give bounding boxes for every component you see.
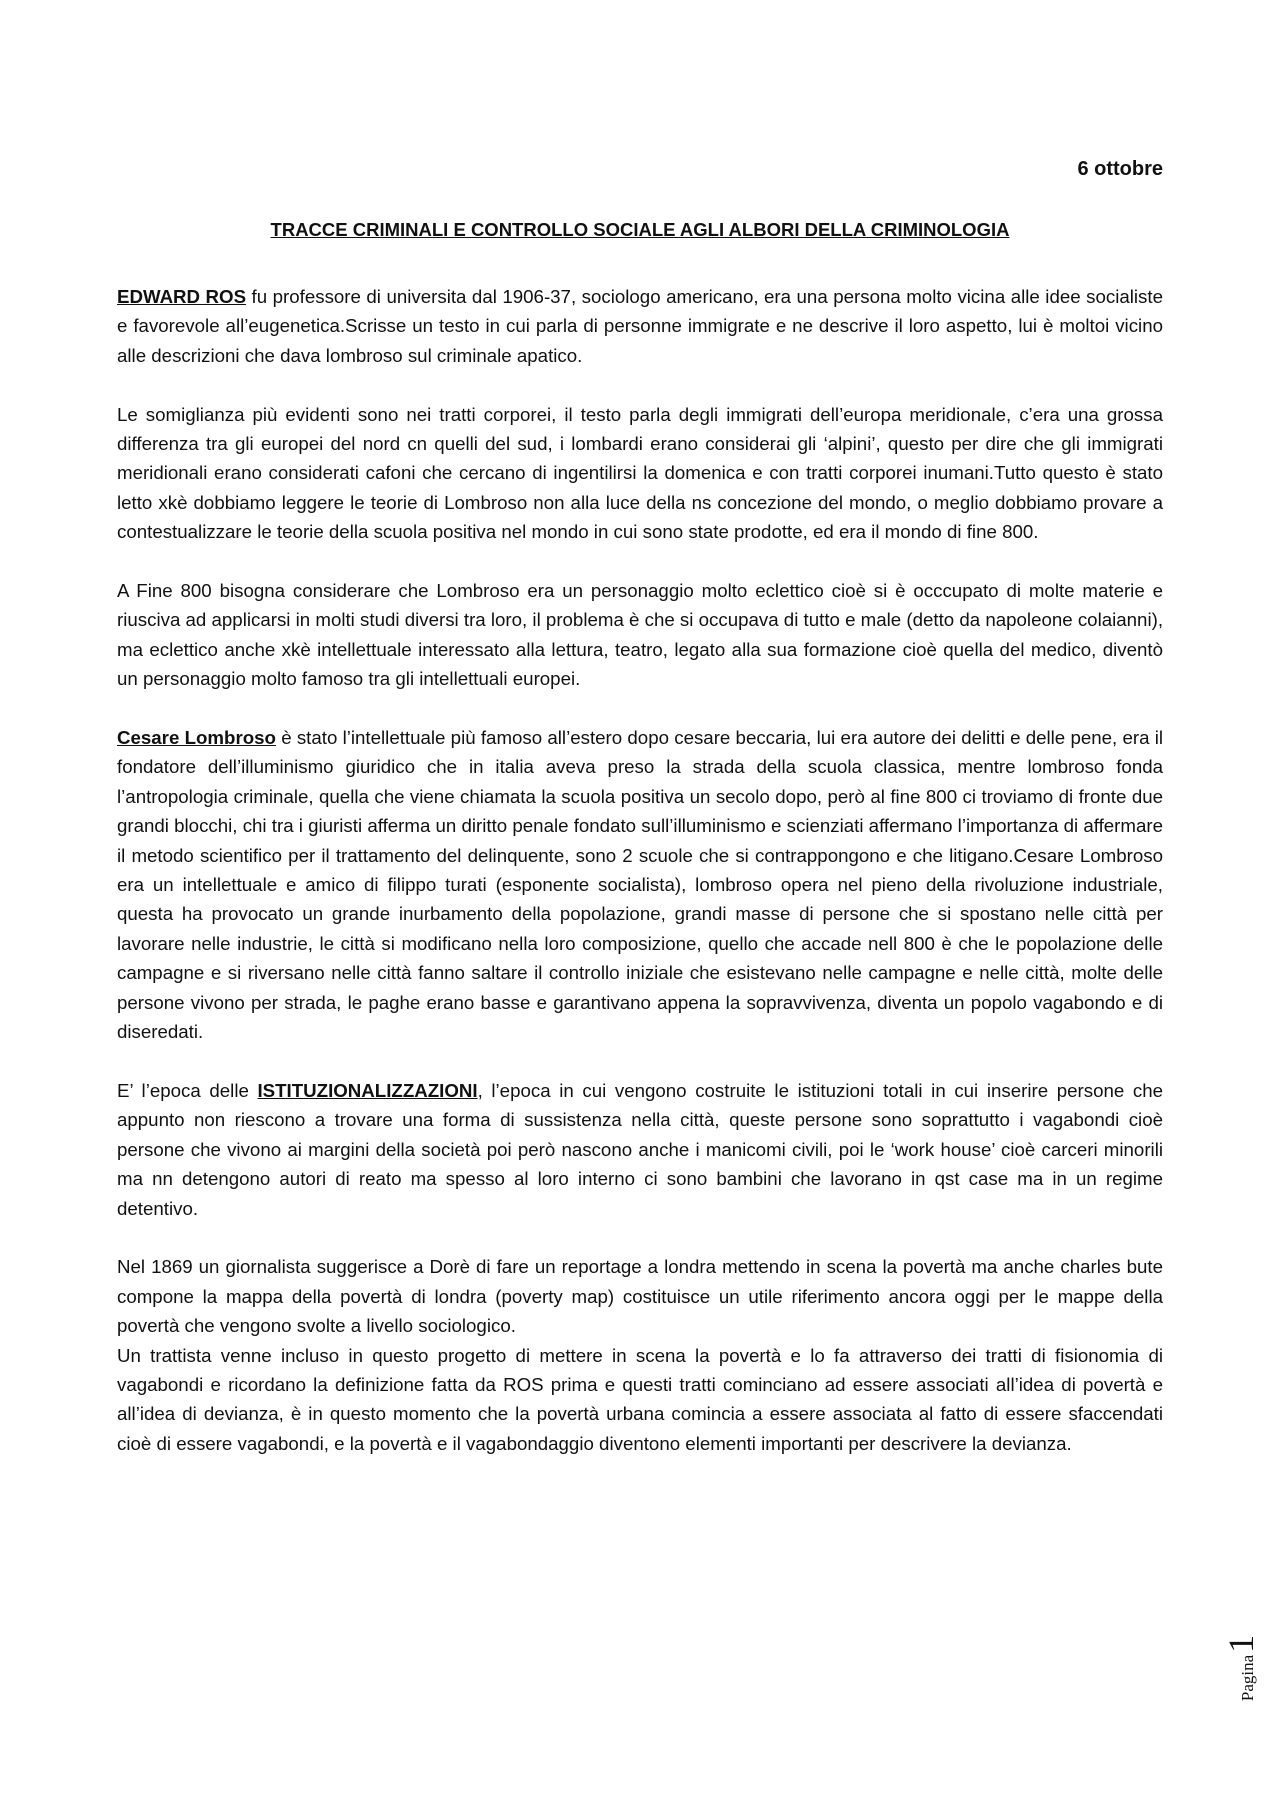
document-body bbox=[117, 282, 1163, 1488]
page-number bbox=[1220, 1618, 1261, 1718]
paragraph-text: , l’epoca in cui vengono costruite le istituzioni totali in cui inserire persone che appunto non riescono a trovare una forma di sussistenza nella città, queste persone sono soprattutto i vagabondi cioè persone che vivono ai margini della società poi però nascono anche i manicomi civili, poi le ‘work house’ cioè carceri minorili ma nn detengono autori di reato ma spesso al loro interno ci sono bambini che lavorano in qst case ma in un regime detentivo. bbox=[117, 1079, 1163, 1219]
paragraph-trattista bbox=[117, 1341, 1163, 1459]
document-date: 6 ottobre bbox=[1077, 158, 1163, 180]
paragraph-1869 bbox=[117, 1252, 1163, 1340]
paragraph-text: è stato l’intellettuale più famoso all’estero dopo cesare beccaria, lui era autore dei delitti e delle pene, era il fondatore dell’illuminismo giuridico che in italia aveva preso la strada della scuola classica, mentre lombroso fonda l’antropologia criminale, quella che viene chiamata la scuola positiva un secolo dopo, però al fine 800 ci troviamo di fronte due grandi blocchi, chi tra i giuristi afferma un diritto penale fondato sull’illuminismo e scienziati affermano l’importanza di affermare il metodo scientifico per il trattamento del delinquente, sono 2 scuole che si contrappongono e che litigano.Cesare Lombroso era un intellettuale e amico di filippo turati (esponente socialista), lombroso opera nel pieno della rivoluzione industriale, questa ha provocato un grande inurbamento della popolazione, grandi masse di persone che si spostano nelle città per lavorare nelle industrie, le città si modificano nella loro composizione, quello che accade nell 800 è che le popolazione delle campagne e si riversano nelle città fanno saltare il controllo iniziale che esistevano nelle campagne e nelle città, molte delle persone vivono per strada, le paghe erano basse e garantivano appena la sopravvivenza, diventa un popolo vagabondo e di diseredati. bbox=[117, 727, 1164, 1043]
keyword-cesare-lombroso: Cesare Lombroso bbox=[117, 727, 276, 749]
paragraph-text: A Fine 800 bisogna considerare che Lombroso era un personaggio molto eclettico cioè si è occcupato di molte materie e riusciva ad applicarsi in molti studi diversi tra loro, il problema è che si occupava di tutto e male (detto da napoleone colaianni), ma eclettico anche xkè intellettuale interessato alla lettura, teatro, legato alla sua formazione cioè quella del medico, diventò un personaggio molto famoso tra gli intellettuali europei. bbox=[117, 580, 1164, 690]
paragraph-text: Le somiglianza più evidenti sono nei tratti corporei, il testo parla degli immigrati dell’europa meridionale, c’era una grossa differenza tra gli europei del nord cn quelli del sud, i lombardi erano considerai gli ‘alpini’, questo per dire che gli immigrati meridionali erano considerati cafoni che cercano di ingentilirsi la domenica e con tratti corporei inumani.Tutto questo è stato letto xkè dobbiamo leggere le teorie di Lombroso non alla luce della ns concezione del mondo, o meglio dobbiamo provare a contestualizzare le teorie della scuola positiva nel mondo in cui sono state prodotte, ed era il mondo di fine 800. bbox=[117, 403, 1163, 543]
paragraph-somiglianza bbox=[117, 400, 1163, 547]
paragraph-fine-800 bbox=[117, 576, 1163, 694]
keyword-istituzionalizzazioni: ISTITUZIONALIZZAZIONI bbox=[257, 1079, 478, 1101]
page-number-digit: 1 bbox=[1221, 1634, 1261, 1653]
paragraph-cesare-lombroso bbox=[117, 723, 1163, 1046]
document-title: TRACCE CRIMINALI E CONTROLLO SOCIALE AGLI ALBORI DELLA CRIMINOLOGIA bbox=[270, 219, 1010, 240]
paragraph-text: Nel 1869 un giornalista suggerisce a Dorè di fare un reportage a londra mettendo in scena la povertà ma anche charles bute compone la mappa della povertà di londra (poverty map) costituisce un utile riferimento ancora oggi per le mappe della povertà che vengono svolte a livello sociologico. bbox=[117, 1256, 1163, 1337]
paragraph-text: Un trattista venne incluso in questo progetto di mettere in scena la povertà e lo fa attraverso dei tratti di fisionomia di vagabondi e ricordano la definizione fatta da ROS prima e questi tratti cominciano ad essere associati all’idea di povertà e all’idea di devianza, è in questo momento che la povertà urbana comincia a essere associata al fatto di essere sfaccendati cioè di essere vagabondi, e la povertà e il vagabondaggio diventono elementi importanti per descrivere la devianza. bbox=[117, 1344, 1163, 1454]
paragraph-istituzionalizzazioni bbox=[117, 1076, 1163, 1223]
page-number-rotated bbox=[1220, 1618, 1261, 1718]
keyword-edward-ros: EDWARD ROS bbox=[117, 286, 247, 307]
paragraph-text: fu professore di universita dal 1906-37, sociologo americano, era una persona molto vicina alle idee socialiste e favorevole all’eugenetica.Scrisse un testo in cui parla di personne immigrate e ne descrive il loro aspetto, lui è moltoi vicino alle descrizioni che dava lombroso sul criminale apatico. bbox=[117, 286, 1163, 366]
page-number-label: Pagina bbox=[1238, 1654, 1257, 1702]
paragraph-prefix: E’ l’epoca delle bbox=[117, 1079, 258, 1101]
paragraph-edward-ros bbox=[117, 282, 1163, 370]
